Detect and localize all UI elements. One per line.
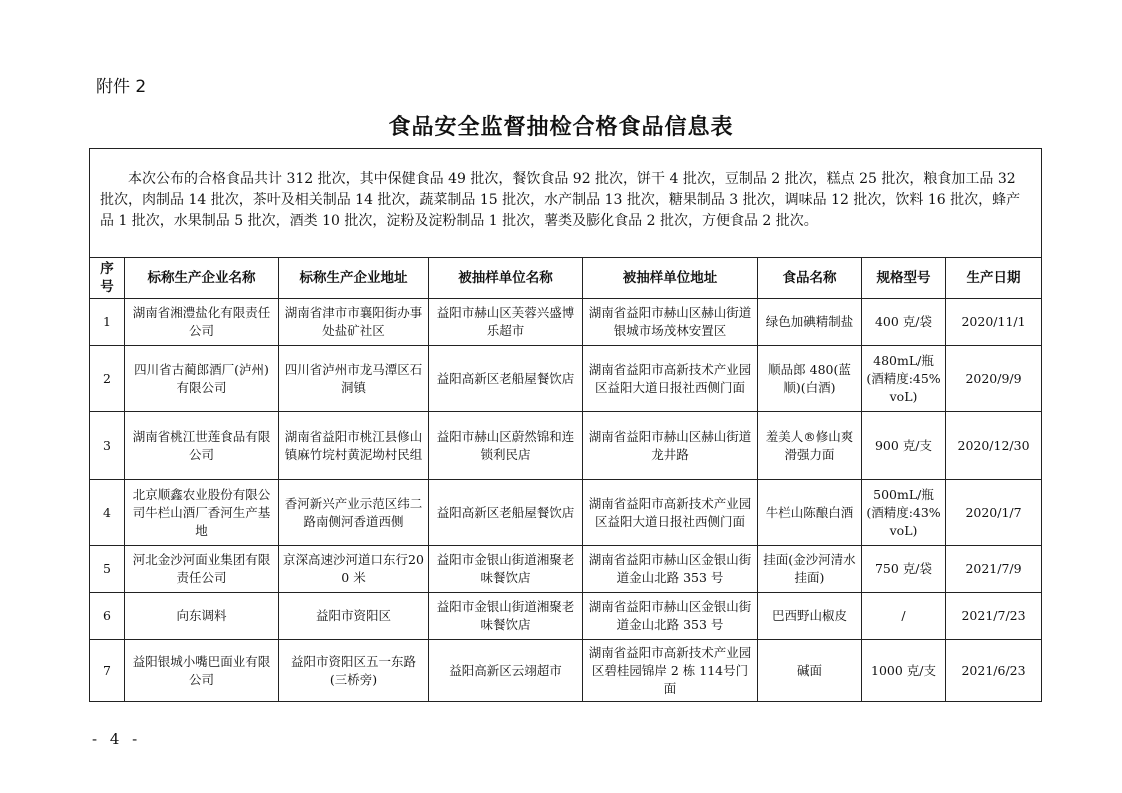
cell-sampled-unit-address: 湖南省益阳市高新技术产业园区碧桂园锦岸 2 栋 114号门面 [583,640,758,702]
cell-sampled-unit-name: 益阳市金银山街道湘聚老味餐饮店 [429,593,583,640]
cell-producer-name: 向东调料 [125,593,279,640]
cell-producer-address: 益阳市资阳区五一东路(三桥旁) [279,640,429,702]
cell-producer-name: 北京顺鑫农业股份有限公司牛栏山酒厂香河生产基地 [125,480,279,546]
cell-sampled-unit-address: 湖南省益阳市赫山区赫山街道银城市场茂林安置区 [583,299,758,346]
cell-producer-address: 香河新兴产业示范区纬二路南侧河香道西侧 [279,480,429,546]
cell-spec: 500mL/瓶(酒精度:43%voL) [862,480,946,546]
header-sampled-unit-name: 被抽样单位名称 [429,258,583,299]
cell-food-name: 绿色加碘精制盐 [758,299,862,346]
header-sampled-unit-address: 被抽样单位地址 [583,258,758,299]
cell-sampled-unit-name: 益阳市赫山区蔚然锦和连锁利民店 [429,412,583,480]
cell-index: 5 [90,546,125,593]
cell-food-name: 巴西野山椒皮 [758,593,862,640]
table-row [90,640,1042,702]
table-row [90,299,1042,346]
cell-producer-address: 益阳市资阳区 [279,593,429,640]
cell-spec: 480mL/瓶(酒精度:45%voL) [862,346,946,412]
cell-production-date: 2020/11/1 [946,299,1042,346]
table-row [90,346,1042,412]
cell-sampled-unit-name: 益阳高新区云翊超市 [429,640,583,702]
cell-sampled-unit-address: 湖南省益阳市赫山区赫山街道龙井路 [583,412,758,480]
summary-paragraph: 本次公布的合格食品共计 312 批次，其中保健食品 49 批次，餐饮食品 92 批次，饼干 4 批次，豆制品 2 批次，糕点 25 批次，粮食加工品 32 批次，肉制品 14 批次，茶叶及相关制品 14 批次，蔬菜制品 15 批次，水产制品 13 批次，糖果制品 3 批次，调味品 12 批次，饮料 16 批次，蜂产品 1 批次，水果制品 5 批次，酒类 10 批次，淀粉及淀粉制品 1 批次，薯类及膨化食品 2 批次，方便食品 2 批次。 [90,149,1042,258]
header-index: 序号 [90,258,125,299]
table-row [90,412,1042,480]
cell-producer-address: 湖南省益阳市桃江县修山镇麻竹垸村黄泥坳村民组 [279,412,429,480]
header-spec: 规格型号 [862,258,946,299]
cell-food-name: 碱面 [758,640,862,702]
cell-sampled-unit-address: 湖南省益阳市赫山区金银山街道金山北路 353 号 [583,546,758,593]
cell-spec: 1000 克/支 [862,640,946,702]
cell-food-name: 顺品郎 480(蓝顺)(白酒) [758,346,862,412]
cell-production-date: 2020/9/9 [946,346,1042,412]
cell-producer-name: 四川省古蔺郎酒厂(泸州)有限公司 [125,346,279,412]
cell-food-name: 牛栏山陈酿白酒 [758,480,862,546]
table-row [90,593,1042,640]
cell-index: 6 [90,593,125,640]
cell-producer-address: 京深高速沙河道口东行200 米 [279,546,429,593]
cell-production-date: 2021/6/23 [946,640,1042,702]
cell-index: 1 [90,299,125,346]
page-title: 食品安全监督抽检合格食品信息表 [388,115,734,140]
cell-sampled-unit-address: 湖南省益阳市高新技术产业园区益阳大道日报社西侧门面 [583,346,758,412]
annex-label: 附件 2 [96,77,147,97]
cell-index: 7 [90,640,125,702]
cell-index: 2 [90,346,125,412]
cell-index: 3 [90,412,125,480]
cell-sampled-unit-name: 益阳市赫山区芙蓉兴盛博乐超市 [429,299,583,346]
header-food-name: 食品名称 [758,258,862,299]
header-production-date: 生产日期 [946,258,1042,299]
cell-production-date: 2020/1/7 [946,480,1042,546]
cell-food-name: 挂面(金沙河清水挂面) [758,546,862,593]
cell-sampled-unit-name: 益阳市金银山街道湘聚老味餐饮店 [429,546,583,593]
page-number: - 4 - [92,730,142,748]
header-producer-address: 标称生产企业地址 [279,258,429,299]
cell-producer-address: 湖南省津市市襄阳街办事处盐矿社区 [279,299,429,346]
cell-producer-name: 湖南省湘澧盐化有限责任公司 [125,299,279,346]
cell-index: 4 [90,480,125,546]
cell-spec: / [862,593,946,640]
header-producer-name: 标称生产企业名称 [125,258,279,299]
cell-producer-name: 河北金沙河面业集团有限责任公司 [125,546,279,593]
cell-sampled-unit-name: 益阳高新区老船屋餐饮店 [429,346,583,412]
cell-sampled-unit-address: 湖南省益阳市赫山区金银山街道金山北路 353 号 [583,593,758,640]
cell-producer-name: 湖南省桃江世莲食品有限公司 [125,412,279,480]
cell-sampled-unit-name: 益阳高新区老船屋餐饮店 [429,480,583,546]
cell-spec: 400 克/袋 [862,299,946,346]
food-info-table [89,148,1042,702]
cell-production-date: 2021/7/23 [946,593,1042,640]
cell-producer-name: 益阳银城小嘴巴面业有限公司 [125,640,279,702]
table-row [90,546,1042,593]
cell-spec: 750 克/袋 [862,546,946,593]
cell-production-date: 2020/12/30 [946,412,1042,480]
table-row [90,480,1042,546]
cell-sampled-unit-address: 湖南省益阳市高新技术产业园区益阳大道日报社西侧门面 [583,480,758,546]
cell-spec: 900 克/支 [862,412,946,480]
cell-food-name: 羞美人®修山爽滑强力面 [758,412,862,480]
cell-producer-address: 四川省泸州市龙马潭区石洞镇 [279,346,429,412]
cell-production-date: 2021/7/9 [946,546,1042,593]
